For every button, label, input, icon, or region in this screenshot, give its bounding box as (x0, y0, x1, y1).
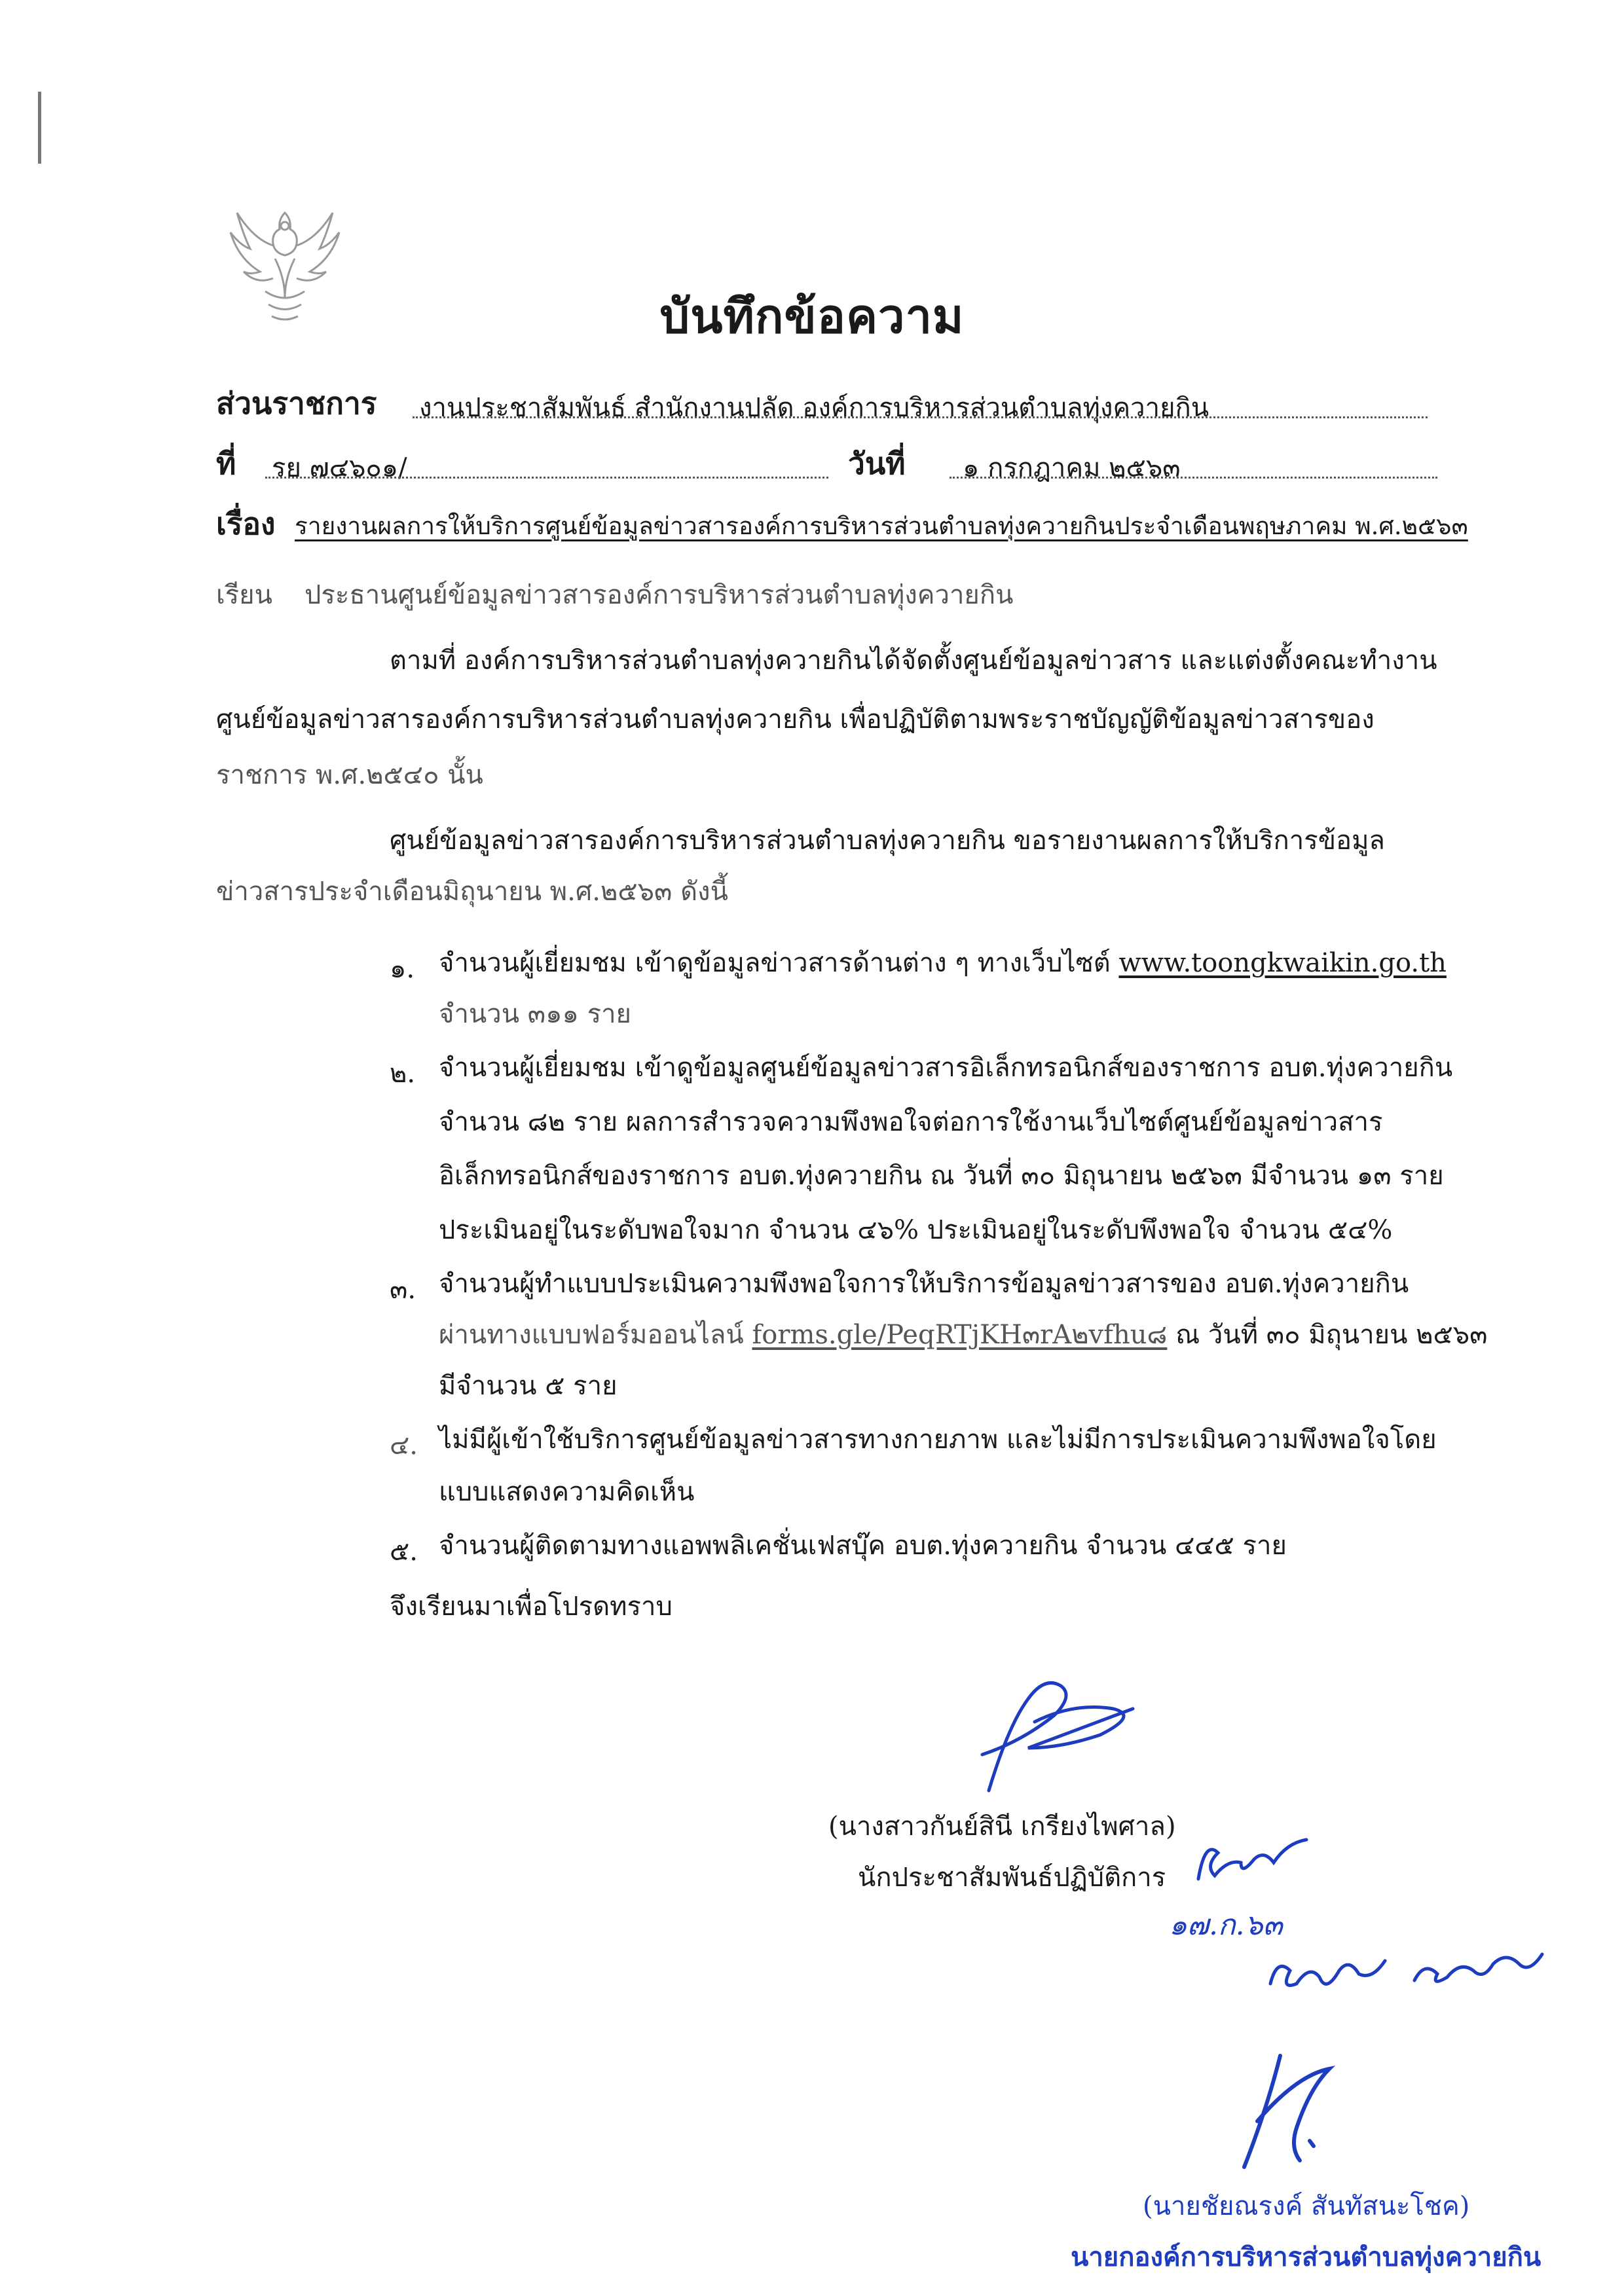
item2-line3: อิเล็กทรอนิกส์ของราชการ อบต.ทุ่งควายกิน ณ วันที่ ๓๐ มิถุนายน ๒๕๖๓ มีจำนวน ๑๓ ราย (439, 1161, 1444, 1191)
subject-value: รายงานผลการให้บริการศูนย์ข้อมูลข่าวสารองค์การบริหารส่วนตำบลทุ่งควายกินประจำเดือนพฤษภาคม พ.ศ.๒๕๖๓ (295, 512, 1468, 540)
item1-website-link[interactable]: www.toongkwaikin.go.th (1118, 948, 1447, 978)
item4-line2: แบบแสดงความคิดเห็น (439, 1477, 695, 1507)
to-label: เรียน (216, 580, 272, 610)
item3-line2-pre: ผ่านทางแบบฟอร์มออนไลน์ (439, 1320, 744, 1350)
chief-signature (1218, 2043, 1388, 2187)
item3-line3: มีจำนวน ๕ ราย (439, 1371, 618, 1401)
item2-line4: ประเมินอยู่ในระดับพอใจมาก จำนวน ๔๖% ประเมินอยู่ในระดับพึงพอใจ จำนวน ๕๔% (439, 1215, 1393, 1245)
para1-line1: ตามที่ องค์การบริหารส่วนตำบลทุ่งควายกินได้จัดตั้งศูนย์ข้อมูลข่าวสาร และแต่งตั้งคณะทำงาน (390, 646, 1437, 676)
para2-line2: ข่าวสารประจำเดือนมิถุนายน พ.ศ.๒๕๖๓ ดังนี้ (216, 877, 728, 907)
item4-line1: ไม่มีผู้เข้าใช้บริการศูนย์ข้อมูลข่าวสารทางกายภาพ และไม่มีการประเมินความพึงพอใจโดย (439, 1425, 1437, 1455)
to-value: ประธานศูนย์ข้อมูลข่าวสารองค์การบริหารส่วนตำบลทุ่งควายกิน (304, 580, 1014, 610)
item3-number: ๓. (390, 1275, 416, 1305)
officer-signature (943, 1669, 1179, 1813)
ref-label: ที่ (216, 446, 236, 481)
para1-line2: ศูนย์ข้อมูลข่าวสารองค์การบริหารส่วนตำบลทุ่งควายกิน เพื่อปฏิบัติตามพระราชบัญญัติข้อมูลข่าวสารของ (216, 704, 1375, 735)
officer-position: นักประชาสัมพันธ์ปฏิบัติการ (858, 1863, 1166, 1893)
date-value: ๑ กรกฎาคม ๒๕๖๓ (963, 453, 1181, 483)
ref-dotted-line (265, 477, 828, 479)
page-edge-mark (38, 92, 41, 164)
item3-form-link[interactable]: forms.gle/PeqRTjKH๓rA๒vfhu๘ (752, 1320, 1168, 1350)
item2-number: ๒. (390, 1059, 416, 1089)
item3-line1: จำนวนผู้ทำแบบประเมินความพึงพอใจการให้บริการข้อมูลข่าวสารของ อบต.ทุ่งควายกิน (439, 1269, 1409, 1299)
item4-number: ๔. (390, 1430, 418, 1461)
item2-line2: จำนวน ๘๒ ราย ผลการสำรวจความพึงพอใจต่อการใช้งานเว็บไซต์ศูนย์ข้อมูลข่าวสาร (439, 1107, 1383, 1137)
item5-line1: จำนวนผู้ติดตามทางแอพพลิเคชั่นเฟสบุ๊ค อบต.ทุ่งควายกิน จำนวน ๔๔๕ ราย (439, 1531, 1287, 1561)
officer-name: (นางสาวกันย์สินี เกรียงไพศาล) (828, 1812, 1176, 1842)
agency-dotted-line (413, 416, 1428, 418)
item2-line1: จำนวนผู้เยี่ยมชม เข้าดูข้อมูลศูนย์ข้อมูลข่าวสารอิเล็กทรอนิกส์ของราชการ อบต.ทุ่งควายกิน (439, 1053, 1453, 1083)
item3-line2-post: ณ วันที่ ๓๐ มิถุนายน ๒๕๖๓ (1175, 1320, 1488, 1350)
chief-name: (นายชัยณรงค์ สันทัสนะโชค) (1143, 2191, 1470, 2221)
item1-line1: จำนวนผู้เยี่ยมชม เข้าดูข้อมูลข่าวสารด้านต่าง ๆ ทางเว็บไซต์ (439, 948, 1111, 978)
chief-position: นายกองค์การบริหารส่วนตำบลทุ่งควายกิน (1071, 2242, 1541, 2272)
handwritten-remark (1264, 1938, 1545, 2003)
para1-line3: ราชการ พ.ศ.๒๕๔๐ นั้น (216, 760, 483, 790)
agency-value: งานประชาสัมพันธ์ สำนักงานปลัด องค์การบริหารส่วนตำบลทุ่งควายกิน (419, 393, 1209, 423)
para2-line1: ศูนย์ข้อมูลข่าวสารองค์การบริหารส่วนตำบลทุ่งควายกิน ขอรายงานผลการให้บริการข้อมูล (390, 826, 1385, 856)
item5-number: ๕. (390, 1537, 418, 1567)
ref-value: รย ๗๔๖๐๑/ (272, 453, 407, 483)
item1-line2: จำนวน ๓๑๑ ราย (439, 999, 631, 1029)
closing-text: จึงเรียนมาเพื่อโปรดทราบ (390, 1592, 673, 1622)
handwritten-date: ๑๗.ก.๖๓ (1169, 1908, 1283, 1942)
memo-title: บันทึกข้อความ (659, 288, 965, 344)
officer-initials (1192, 1833, 1323, 1892)
date-label: วันที่ (848, 446, 906, 481)
date-dotted-line (950, 477, 1437, 479)
agency-label: ส่วนราชการ (216, 386, 377, 421)
item1-number: ๑. (390, 954, 415, 984)
subject-label: เรื่อง (216, 506, 276, 541)
